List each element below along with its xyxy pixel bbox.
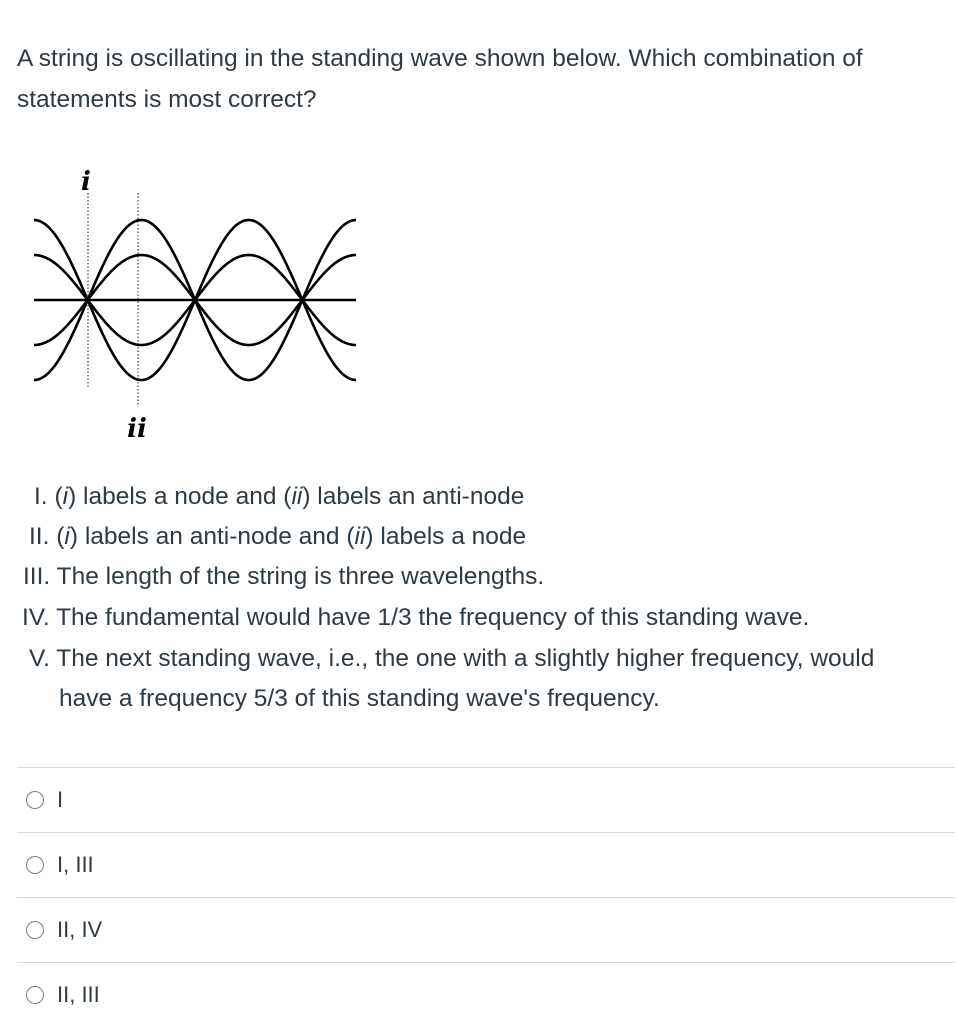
answer-label: I xyxy=(57,787,64,812)
answer-label: I, III xyxy=(57,852,94,877)
answer-label: II, IV xyxy=(57,917,103,942)
label-i: i xyxy=(81,167,91,197)
question-text: A string is oscillating in the standing wave shown below. Which combination of statements is most correct? xyxy=(17,45,863,113)
standing-wave-figure xyxy=(26,145,366,450)
standing-wave-diagram xyxy=(26,145,366,445)
statement-5: V. The next standing wave, i.e., the one with a slightly higher frequency, would xyxy=(29,645,875,672)
answer-option-4[interactable] xyxy=(17,962,955,1027)
answer-options xyxy=(17,767,955,1027)
label-ii: ii xyxy=(127,414,147,444)
answer-option-2[interactable] xyxy=(17,832,955,897)
answer-option-1[interactable] xyxy=(17,767,955,832)
answer-option-3[interactable] xyxy=(17,897,955,962)
radio-button[interactable] xyxy=(26,921,44,939)
statement-3: III. The length of the string is three wavelengths. xyxy=(23,563,545,590)
wave-curves xyxy=(34,220,356,380)
radio-button[interactable] xyxy=(26,856,44,874)
statement-2: II. (i) labels an anti-node and (ii) labels a node xyxy=(29,523,527,550)
statement-1: I. (i) labels a node and (ii) labels an anti-node xyxy=(34,483,525,510)
statement-5-continued: have a frequency 5/3 of this standing wave's frequency. xyxy=(59,685,660,712)
statement-4: IV. The fundamental would have 1/3 the frequency of this standing wave. xyxy=(22,604,810,631)
answer-label: II, III xyxy=(57,982,100,1007)
radio-button[interactable] xyxy=(26,986,44,1004)
radio-button[interactable] xyxy=(26,791,44,809)
